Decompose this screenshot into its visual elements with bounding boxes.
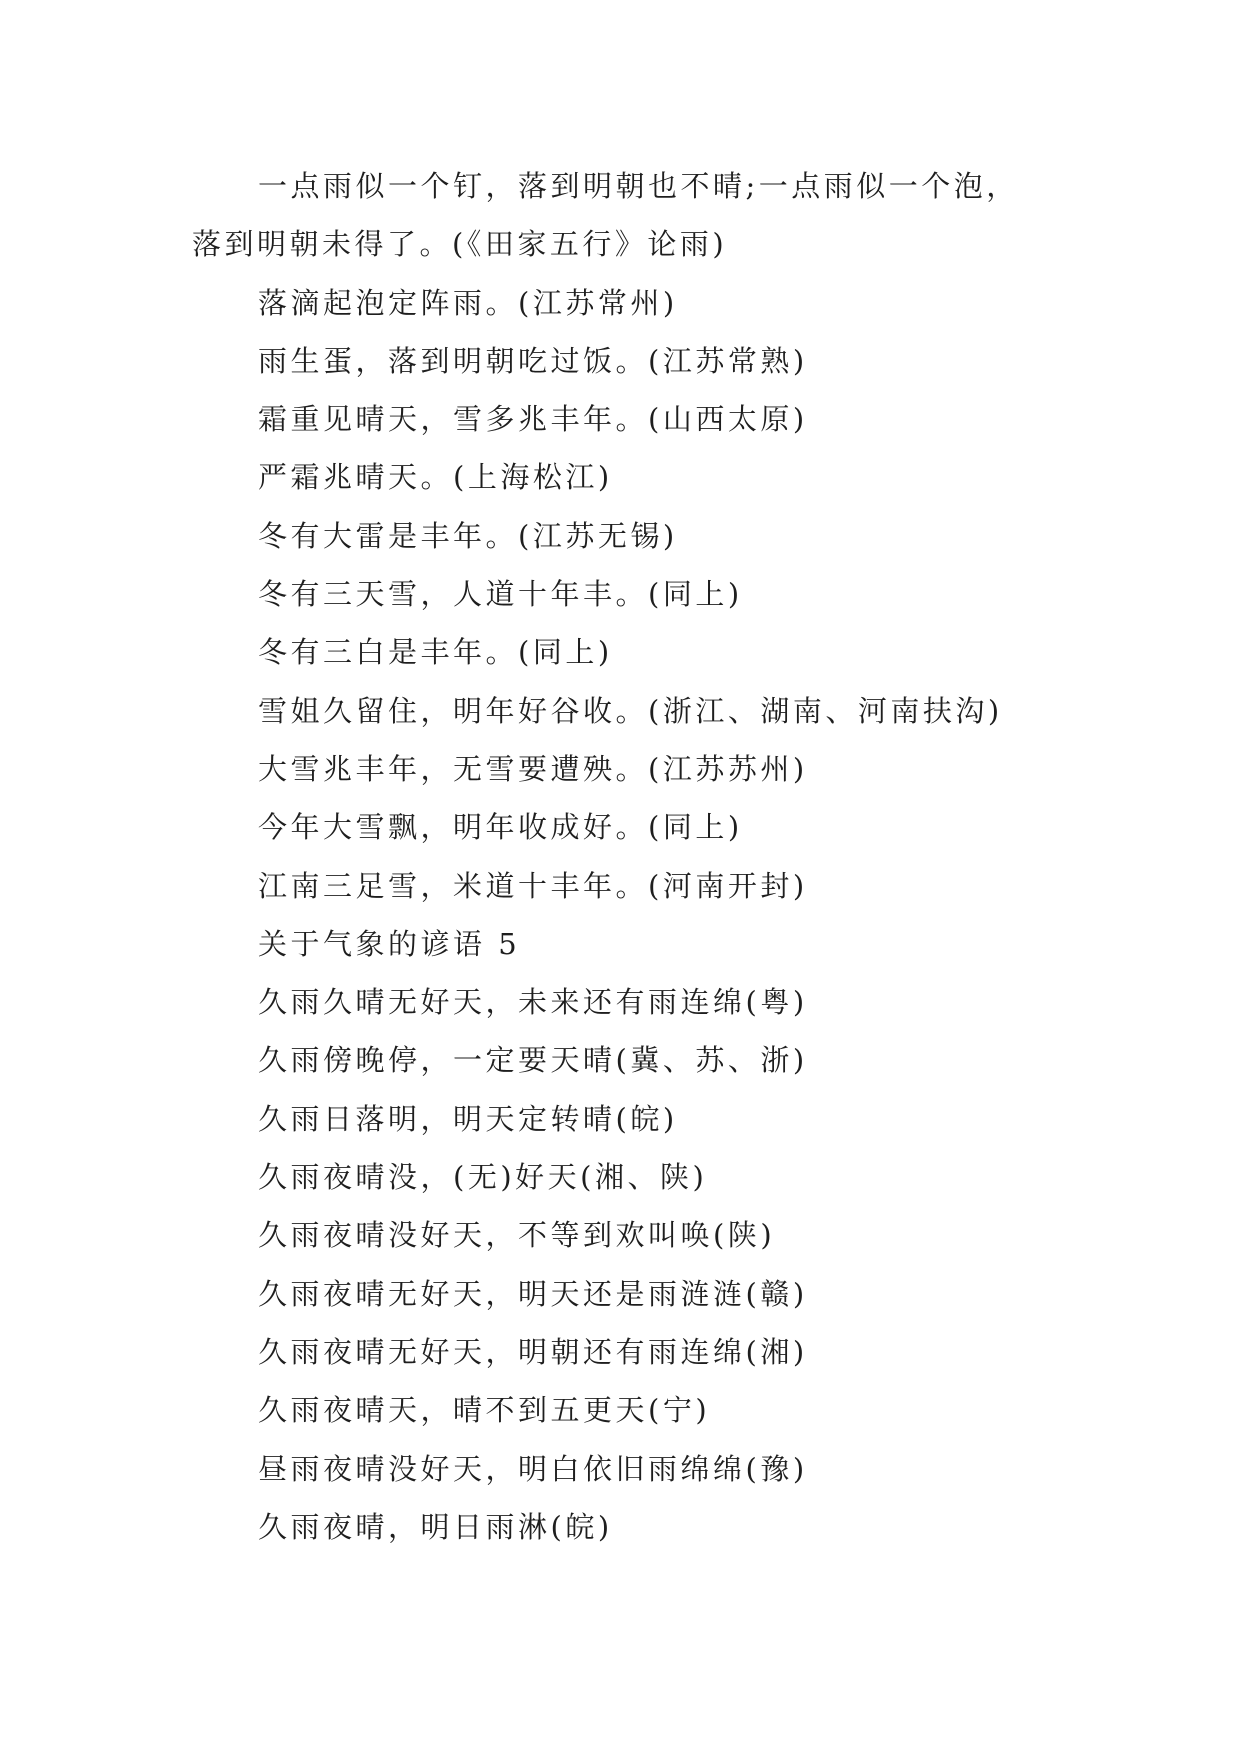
paragraph [192, 1381, 1192, 1439]
proverb-line: 冬有大雷是丰年。(江苏无锡) [258, 518, 678, 553]
paragraph [192, 507, 1192, 565]
proverb-line: 昼雨夜晴没好天，明白依旧雨绵绵(豫) [258, 1451, 808, 1486]
proverb-line: 久雨夜晴无好天，明天还是雨涟涟(赣) [258, 1276, 808, 1311]
proverb-line: 久雨傍晚停，一定要天晴(冀、苏、浙) [258, 1043, 808, 1078]
paragraph-line: 落到明朝未得了。(《田家五行》论雨) [192, 227, 728, 262]
paragraph [192, 1323, 1192, 1381]
paragraph [192, 682, 1192, 740]
paragraph [192, 973, 1192, 1031]
paragraph [192, 390, 1192, 448]
proverb-line: 今年大雪飘，明年收成好。(同上) [258, 810, 743, 845]
paragraph [192, 623, 1192, 681]
section-heading [192, 915, 1192, 973]
proverb-line: 久雨日落明，明天定转晴(皖) [258, 1101, 678, 1136]
paragraph [192, 1498, 1192, 1556]
paragraph [192, 274, 1192, 332]
proverb-line: 大雪兆丰年，无雪要遭殃。(江苏苏州) [258, 751, 808, 786]
paragraph [192, 857, 1192, 915]
section-heading-text: 关于气象的谚语 5 [258, 926, 521, 961]
proverb-line: 久雨久晴无好天，未来还有雨连绵(粤) [258, 985, 808, 1020]
proverb-line: 严霜兆晴天。(上海松江) [258, 460, 613, 495]
proverb-line: 雨生蛋，落到明朝吃过饭。(江苏常熟) [258, 343, 808, 378]
paragraph [192, 332, 1192, 390]
paragraph [192, 157, 1192, 274]
paragraph [192, 565, 1192, 623]
proverb-line: 冬有三白是丰年。(同上) [258, 635, 613, 670]
proverb-line: 雪姐久留住，明年好谷收。(浙江、湖南、河南扶沟) [258, 693, 1003, 728]
paragraph [192, 798, 1192, 856]
paragraph [192, 448, 1192, 506]
paragraph-line: 一点雨似一个钉，落到明朝也不晴;一点雨似一个泡， [258, 169, 1019, 203]
proverb-line: 久雨夜晴没好天，不等到欢叫唤(陕) [258, 1218, 776, 1253]
text-body [192, 157, 1192, 1556]
proverb-line: 久雨夜晴没，(无)好天(湘、陕) [258, 1160, 708, 1195]
paragraph [192, 1031, 1192, 1089]
paragraph [192, 740, 1192, 798]
paragraph [192, 1148, 1192, 1206]
paragraph [192, 1090, 1192, 1148]
proverb-line: 久雨夜晴天，晴不到五更天(宁) [258, 1393, 711, 1428]
proverb-line: 江南三足雪，米道十丰年。(河南开封) [258, 868, 808, 903]
paragraph [192, 1440, 1192, 1498]
paragraph [192, 1206, 1192, 1264]
proverb-line: 久雨夜晴无好天，明朝还有雨连绵(湘) [258, 1334, 808, 1369]
proverb-line: 冬有三天雪，人道十年丰。(同上) [258, 577, 743, 612]
paragraph [192, 1265, 1192, 1323]
proverb-line: 霜重见晴天，雪多兆丰年。(山西太原) [258, 402, 808, 437]
proverb-line: 久雨夜晴，明日雨淋(皖) [258, 1509, 613, 1544]
proverb-line: 落滴起泡定阵雨。(江苏常州) [258, 285, 678, 320]
